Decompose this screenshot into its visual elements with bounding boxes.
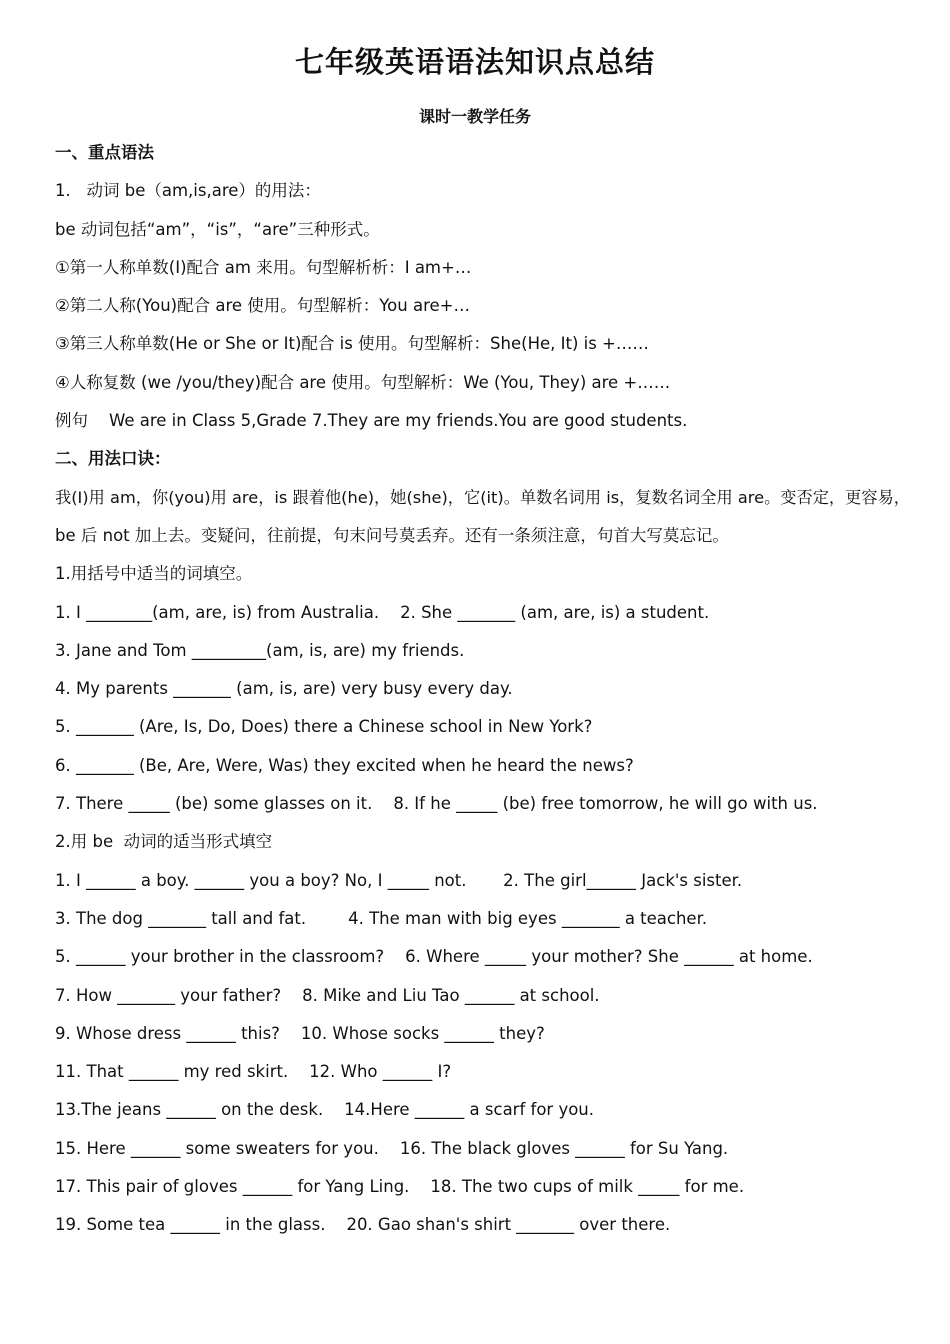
exercise-item: 3. Jane and Tom _________(am, is, are) my friends. <box>55 640 465 660</box>
exercise-item: 5. ______ your brother in the classroom? 6. Where _____ your mother? She ______ at home. <box>55 947 813 967</box>
exercise-item: 13.The jeans ______ on the desk. 14.Here ______ a scarf for you. <box>55 1100 595 1120</box>
exercise-heading: 2.用 be 动词的适当形式填空 <box>55 832 273 852</box>
section-heading-key-grammar: 一、重点语法 <box>55 143 154 162</box>
rhyme-line: be 后 not 加上去。变疑问，往前提，句末问号莫丢弃。还有一条须注意，句首大写莫忘记。 <box>55 525 729 545</box>
exercise-item: 7. How _______ your father? 8. Mike and Liu Tao ______ at school. <box>55 985 600 1005</box>
exercise-item: 1. I ________(am, are, is) from Australia. 2. She _______ (am, are, is) a student. <box>55 602 710 622</box>
rhyme-line: 我(I)用 am，你(you)用 are，is 跟着他(he)，她(she)，它(it)。单数名词用 is，复数名词全用 are。变否定，更容易， <box>55 487 910 507</box>
exercise-item: 9. Whose dress ______ this? 10. Whose socks ______ they? <box>55 1023 545 1043</box>
text-line: 1. 动词 be（am,is,are）的用法： <box>55 181 321 201</box>
exercise-item: 11. That ______ my red skirt. 12. Who ______ I? <box>55 1062 452 1082</box>
text-line: ④人称复数 (we /you/they)配合 are 使用。句型解析：We (You, They) are +…… <box>55 372 671 392</box>
text-line: ②第二人称(You)配合 are 使用。句型解析：You are+… <box>55 296 470 316</box>
exercise-item: 19. Some tea ______ in the glass. 20. Gao shan's shirt _______ over there. <box>55 1215 671 1235</box>
exercise-heading: 1.用括号中适当的词填空。 <box>55 564 253 584</box>
exercise-item: 4. My parents _______ (am, is, are) very busy every day. <box>55 679 513 699</box>
exercise-item: 1. I ______ a boy. ______ you a boy? No, I _____ not. 2. The girl______ Jack's sister. <box>55 870 743 890</box>
document-subtitle: 课时一教学任务 <box>418 107 531 126</box>
text-line: be 动词包括“am”，“is”，“are”三种形式。 <box>55 219 380 239</box>
document-title: 七年级英语语法知识点总结 <box>294 45 655 79</box>
text-line: ③第三人称单数(He or She or It)配合 is 使用。句型解析：She(He, It) is +…… <box>55 334 649 354</box>
exercise-item: 6. _______ (Be, Are, Were, Was) they excited when he heard the news? <box>55 755 634 775</box>
exercise-item: 7. There _____ (be) some glasses on it. 8. If he _____ (be) free tomorrow, he will go with us. <box>55 794 818 814</box>
text-line: ①第一人称单数(I)配合 am 来用。句型解析析：I am+… <box>55 257 472 277</box>
section-heading-usage-rhyme: 二、用法口诀： <box>55 449 171 469</box>
exercise-item: 5. _______ (Are, Is, Do, Does) there a Chinese school in New York? <box>55 717 593 737</box>
example-sentence: 例句 We are in Class 5,Grade 7.They are my friends.You are good students. <box>55 411 688 431</box>
exercise-item: 3. The dog _______ tall and fat. 4. The man with big eyes _______ a teacher. <box>55 908 708 928</box>
exercise-item: 17. This pair of gloves ______ for Yang Ling. 18. The two cups of milk _____ for me. <box>55 1177 745 1197</box>
document-body <box>55 134 910 1245</box>
exercise-item: 15. Here ______ some sweaters for you. 16. The black gloves ______ for Su Yang. <box>55 1138 729 1158</box>
